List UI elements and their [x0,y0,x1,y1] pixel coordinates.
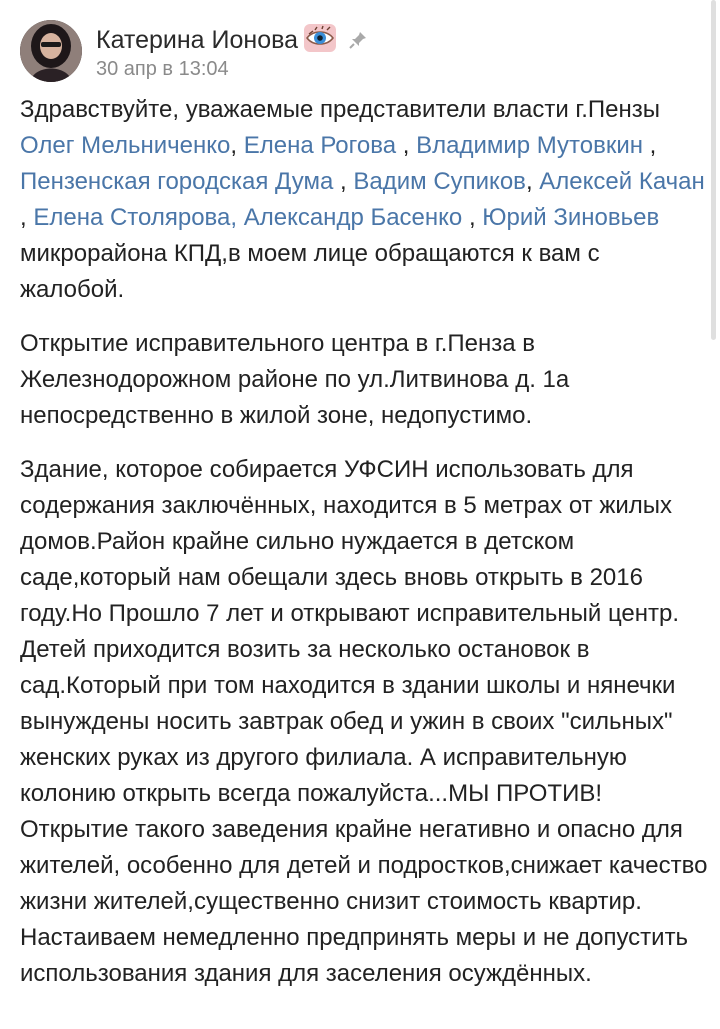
author-name[interactable]: Катерина Ионова [96,26,299,54]
mention-link[interactable]: Юрий Зиновьев [482,204,660,231]
pin-icon[interactable] [348,28,368,48]
scrollbar[interactable] [711,0,716,340]
avatar-photo [20,20,82,82]
avatar[interactable] [20,20,82,82]
mention-link[interactable]: Владимир Мутовкин [416,132,644,159]
post-timestamp[interactable]: 30 апр в 13:04 [96,58,229,80]
mention-link[interactable]: Елена Рогова [243,132,397,159]
post-body [20,92,710,992]
paragraph-demand [20,812,710,992]
paragraph-building [20,452,710,812]
text-span: , [643,132,657,159]
mention-link[interactable]: Олег Мельниченко [20,132,231,159]
paragraph-opening [20,326,710,434]
text-span: , [333,168,354,195]
mention-link[interactable]: Елена Столярова, Александр Басенко [33,204,463,231]
post-header [20,14,700,86]
text-span: , [20,204,34,231]
text-span: Открытие исправительного центра в г.Пенза в Железнодорожном районе по ул.Литвинова д. 1а непосредственно в жилой зоне, недопустимо. [20,330,570,429]
text-span: , [230,132,244,159]
text-span: Здание, которое собирается УФСИН использовать для содержания заключённых, находится в 5 метрах от жилых домов.Район крайне сильно нуждается в детском саде,который нам обещали здесь вновь открыть в 2016 году.Но Прошло 7 лет и открывают исправительный центр. Детей приходится возить за несколько остановок в сад.Который при том находится в здании школы и нянечки вынуждены носить завтрак обед и ужин в своих "сильных" женских руках из другого филиала. А исправительную колонию открыть всегда пожалуйста...МЫ ПРОТИВ! [20,456,680,807]
author-row [96,24,368,55]
eye-emoji-icon [304,24,336,52]
text-span: Открытие такого заведения крайне негативно и опасно для жителей, особенно для детей и подростков,снижает качество жизни жителей,существенно снизит стоимость квартир. Настаиваем немедленно предпринять меры и не допустить использования здания для заселения осуждённых. [20,816,708,987]
mention-link[interactable]: Алексей Качан [539,168,705,195]
text-span: , [525,168,540,195]
text-span: микрорайона КПД,в моем лице обращаются к вам с жалобой. [20,240,600,303]
text-span: , [462,204,483,231]
text-span: , [396,132,417,159]
paragraph-greeting [20,92,710,308]
text-span: Здравствуйте, уважаемые представители власти г.Пензы [20,96,661,123]
mention-link[interactable]: Пензенская городская Дума [20,168,334,195]
mention-link[interactable]: Вадим Супиков [353,168,526,195]
